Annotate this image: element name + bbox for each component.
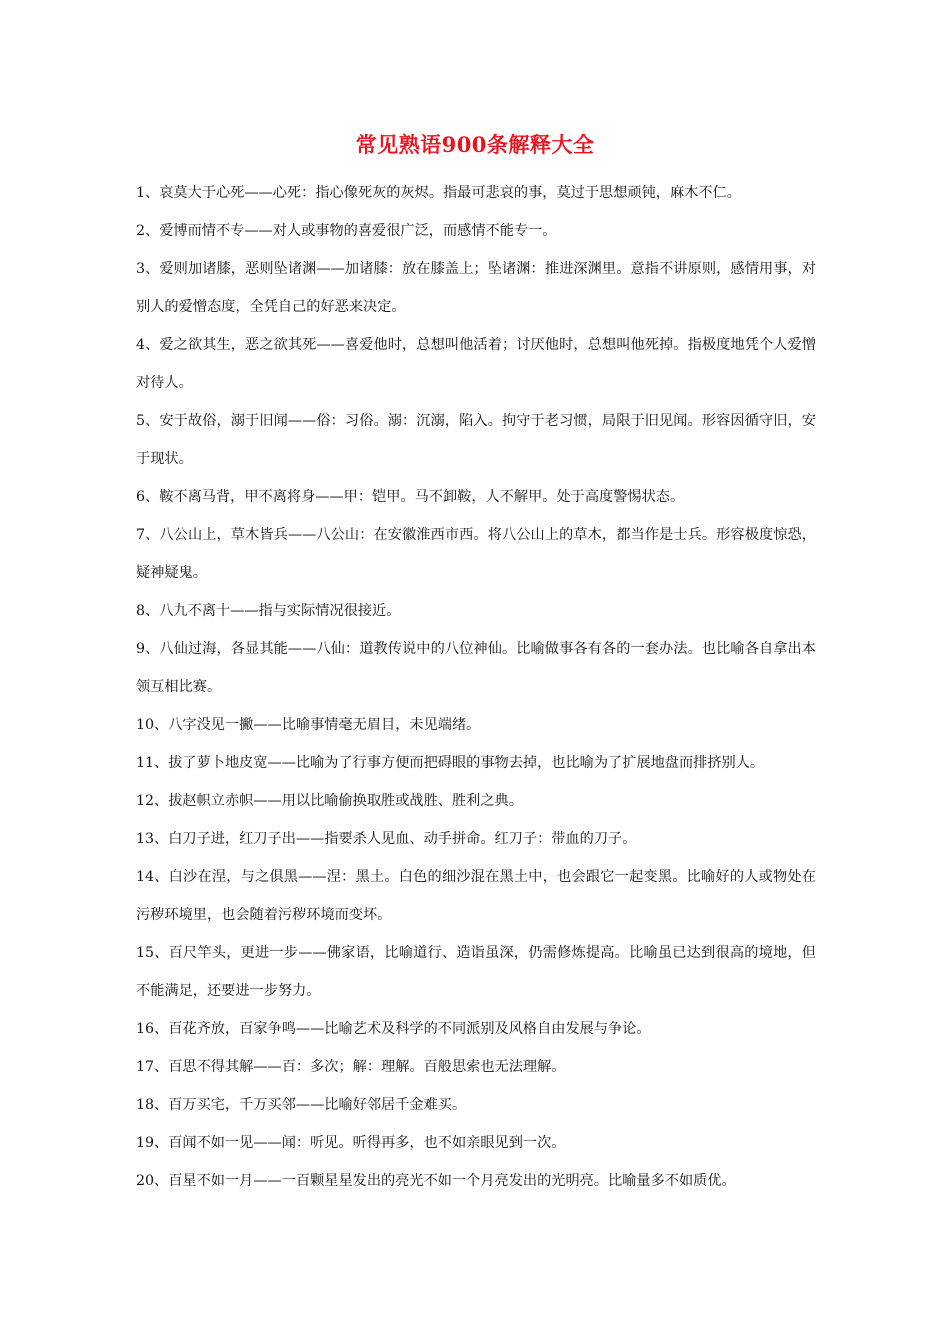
list-item: 8、八九不离十——指与实际情况很接近。 — [136, 603, 401, 619]
list-item: 10、八字没见一撇——比喻事情毫无眉目，未见端绪。 — [136, 717, 481, 733]
list-item: 1、哀莫大于心死——心死：指心像死灰的灰烬。指最可悲哀的事，莫过于思想顽钝，麻木不仁。 — [136, 185, 741, 201]
list-item: 11、拔了萝卜地皮宽——比喻为了行事方便而把碍眼的事物去掉，也比喻为了扩展地盘而排挤别人。 — [136, 755, 765, 771]
list-item: 9、八仙过海，各显其能——八仙：道教传说中的八位神仙。比喻做事各有各的一套办法。也比喻各自拿出本领互相比赛。 — [136, 641, 816, 695]
list-item: 16、百花齐放，百家争鸣——比喻艺术及科学的不同派别及风格自由发展与争论。 — [136, 1021, 651, 1037]
list-item: 20、百星不如一月——一百颗星星发出的亮光不如一个月亮发出的光明亮。比喻量多不如质优。 — [136, 1173, 736, 1189]
list-item: 15、百尺竿头，更进一步——佛家语，比喻道行、造诣虽深，仍需修炼提高。比喻虽已达到很高的境地，但不能满足，还要进一步努力。 — [136, 945, 816, 999]
list-item: 3、爱则加诸膝，恶则坠诸渊——加诸膝：放在膝盖上；坠诸渊：推进深渊里。意指不讲原则，感情用事，对别人的爱憎态度，全凭自己的好恶来决定。 — [136, 261, 816, 315]
list-item: 13、白刀子进，红刀子出——指要杀人见血、动手拼命。红刀子：带血的刀子。 — [136, 831, 637, 847]
list-item: 12、拔赵帜立赤帜——用以比喻偷换取胜或战胜、胜利之典。 — [136, 793, 523, 809]
list-item: 17、百思不得其解——百：多次；解：理解。百般思索也无法理解。 — [136, 1059, 566, 1075]
list-item: 2、爱博而情不专——对人或事物的喜爱很广泛，而感情不能专一。 — [136, 223, 557, 239]
list-item: 18、百万买宅，千万买邻——比喻好邻居千金难买。 — [136, 1097, 467, 1113]
entry-list — [136, 174, 816, 1200]
list-item: 5、安于故俗，溺于旧闻——俗：习俗。溺：沉溺，陷入。拘守于老习惯，局限于旧见闻。形容因循守旧，安于现状。 — [136, 413, 816, 467]
list-item: 6、鞍不离马背，甲不离将身——甲：铠甲。马不卸鞍，人不解甲。处于高度警惕状态。 — [136, 489, 685, 505]
document-title: 常见熟语900条解释大全 — [355, 132, 595, 157]
list-item: 7、八公山上，草木皆兵——八公山：在安徽淮西市西。将八公山上的草木，都当作是士兵。形容极度惊恐，疑神疑鬼。 — [136, 527, 816, 581]
list-item: 19、百闻不如一见——闻：听见。听得再多，也不如亲眼见到一次。 — [136, 1135, 566, 1151]
list-item: 4、爱之欲其生，恶之欲其死——喜爱他时，总想叫他活着；讨厌他时，总想叫他死掉。指极度地凭个人爱憎对待人。 — [136, 337, 816, 391]
list-item: 14、白沙在涅，与之俱黑——涅：黑土。白色的细沙混在黑土中，也会跟它一起变黑。比喻好的人或物处在污秽环境里，也会随着污秽环境而变坏。 — [136, 869, 816, 923]
